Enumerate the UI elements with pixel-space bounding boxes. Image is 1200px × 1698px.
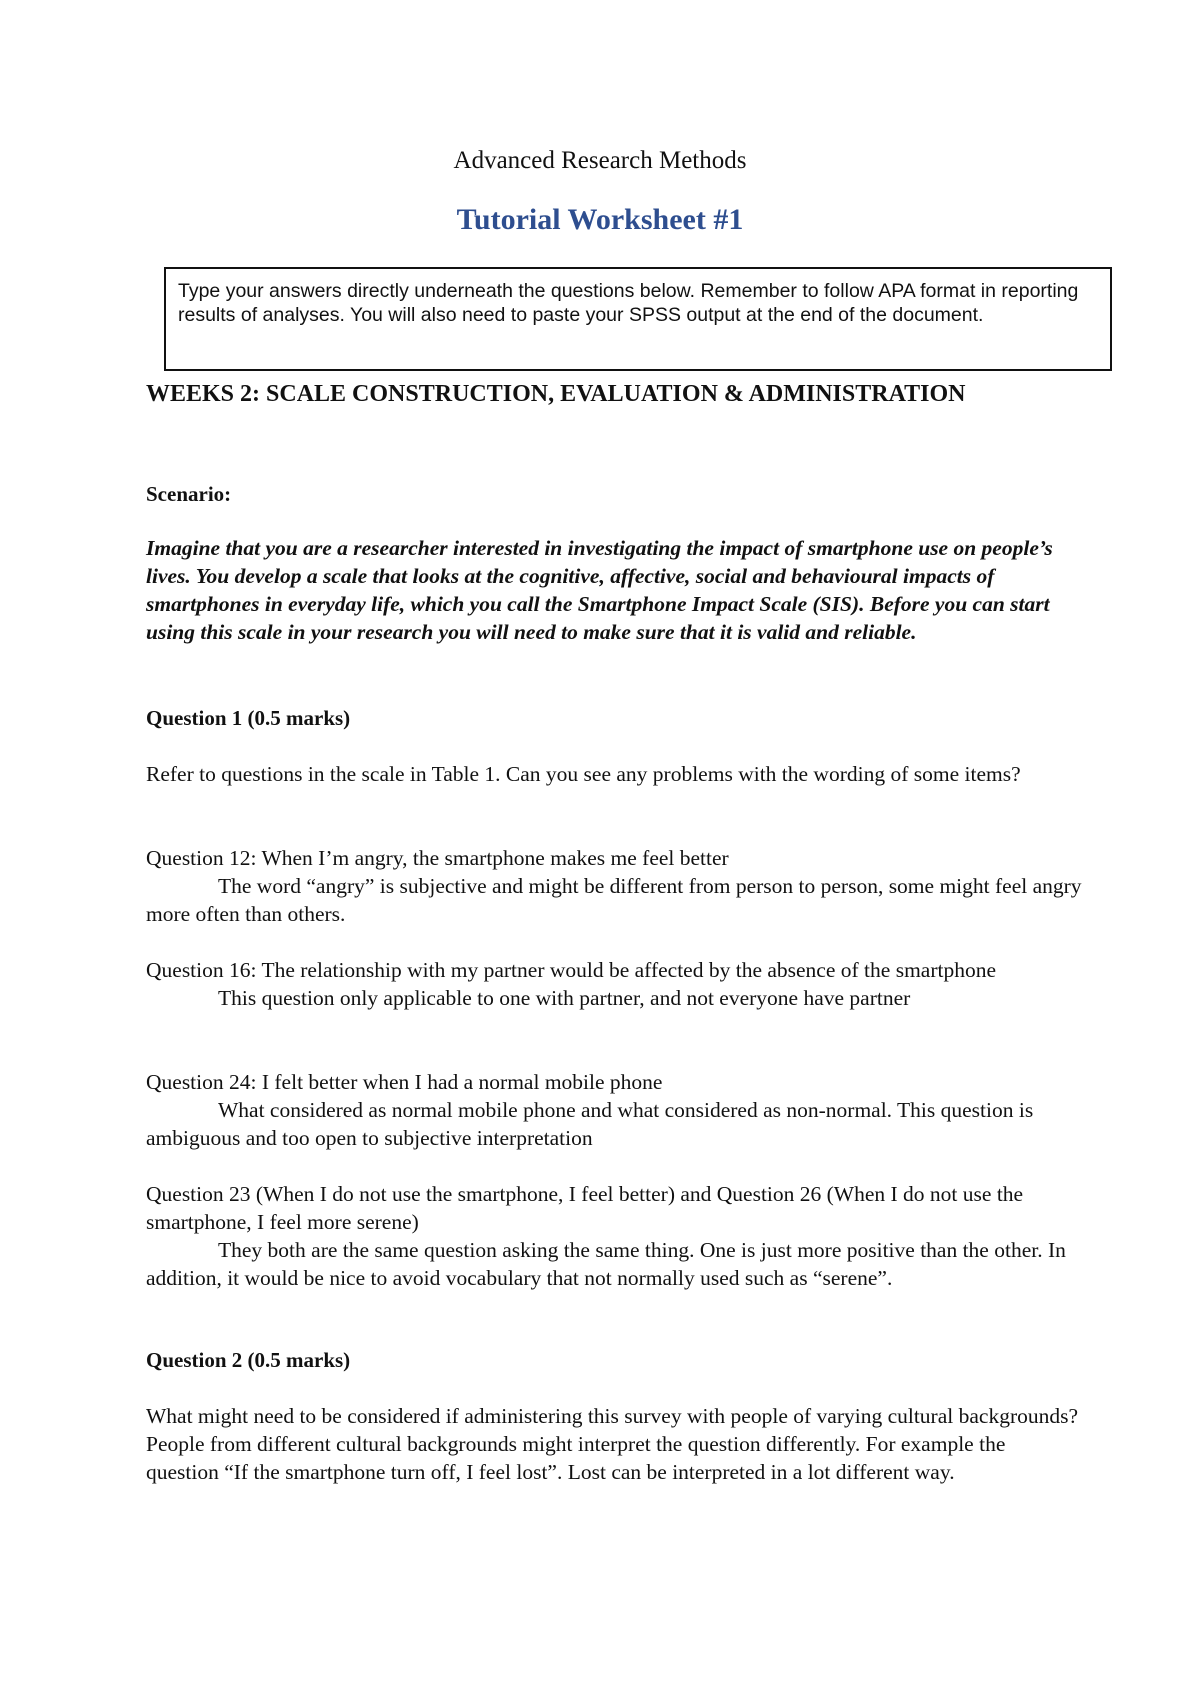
course-title: Advanced Research Methods <box>453 147 747 174</box>
worksheet-title: Tutorial Worksheet #1 <box>456 203 744 236</box>
answer-item-4-comment: They both are the same question asking the same thing. One is just more positive than the other. In addition, it would be nice to avoid vocabulary that not normally used such as “serene”. <box>146 1238 1066 1290</box>
instruction-text: Type your answers directly underneath the questions below. Remember to follow APA format in reporting results of analyses. You will also need to paste your SPSS output at the end of the document. <box>178 280 1079 326</box>
answer-item-4 <box>146 1180 1082 1292</box>
answer-item-2-question: Question 16: The relationship with my partner would be affected by the absence of the smartphone <box>146 958 997 982</box>
answer-item-1 <box>146 844 1082 928</box>
week-heading: WEEKS 2: SCALE CONSTRUCTION, EVALUATION & ADMINISTRATION <box>146 381 966 407</box>
scenario-label: Scenario: <box>146 482 232 506</box>
question2-heading: Question 2 (0.5 marks) <box>146 1348 351 1372</box>
question2-block <box>146 1402 1082 1486</box>
scenario-text: Imagine that you are a researcher interested in investigating the impact of smartphone use on people’s lives. You develop a scale that looks at the cognitive, affective, social and behavioural impacts of smartphones in everyday life, which you call the Smartphone Impact Scale (SIS). Before you can start using this scale in your research you will need to make sure that it is valid and reliable. <box>146 536 1053 644</box>
answer-item-3 <box>146 1068 1082 1152</box>
question2-answer: People from different cultural backgrounds might interpret the question differently. For example the question “If the smartphone turn off, I feel lost”. Lost can be interpreted in a lot different way. <box>146 1432 1006 1484</box>
answer-item-1-comment: The word “angry” is subjective and might be different from person to person, some might feel angry more often than others. <box>146 874 1082 926</box>
instruction-box <box>164 267 1112 371</box>
question1-heading: Question 1 (0.5 marks) <box>146 706 351 730</box>
answer-item-1-question: Question 12: When I’m angry, the smartphone makes me feel better <box>146 846 729 870</box>
question1-prompt: Refer to questions in the scale in Table 1. Can you see any problems with the wording of some items? <box>146 762 1021 786</box>
answer-item-2 <box>146 956 1082 1012</box>
answer-item-4-question: Question 23 (When I do not use the smartphone, I feel better) and Question 26 (When I do not use the smartphone, I feel more serene) <box>146 1182 1024 1234</box>
answer-item-3-question: Question 24: I felt better when I had a normal mobile phone <box>146 1070 663 1094</box>
answer-item-2-comment: This question only applicable to one with partner, and not everyone have partner <box>218 986 911 1010</box>
answer-item-3-comment: What considered as normal mobile phone and what considered as non-normal. This question is ambiguous and too open to subjective interpretation <box>146 1098 1034 1150</box>
question2-prompt: What might need to be considered if administering this survey with people of varying cultural backgrounds? <box>146 1404 1079 1428</box>
